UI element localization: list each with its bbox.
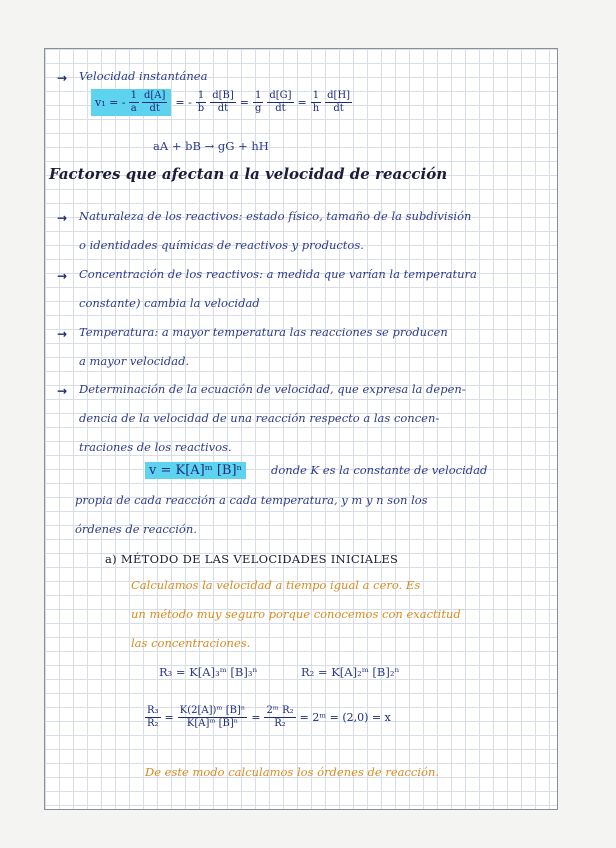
- method-line-3: las concentraciones.: [131, 636, 251, 650]
- rate-eq-lhs: v₁ = -: [95, 96, 126, 109]
- arrow-icon: →: [57, 211, 68, 225]
- rate-law-desc-2: propia de cada reacción a cada temperatura, y m y n son los: [75, 493, 428, 507]
- ratio-left: $\frac{\text{R₃}}{\text{R₂}}$: [147, 705, 159, 729]
- ratio-right: $\frac{\text{2ᵐ R₂}}{\text{R₂}}$: [266, 705, 294, 729]
- deriv-fraction: $\frac{d[H]}{dt}$: [327, 90, 351, 114]
- item-4-line-2: dencia de la velocidad de una reacción respecto a las concen-: [79, 411, 440, 425]
- method-title: a) MÉTODO DE LAS VELOCIDADES INICIALES: [105, 552, 399, 566]
- deriv-fraction: $\frac{d[G]}{dt}$: [269, 90, 292, 114]
- deriv-fraction: $\frac{d[B]}{dt}$: [212, 90, 234, 114]
- eq-sign: = -: [175, 96, 192, 109]
- ratio-mid: $\frac{\text{K(2[A])ᵐ [B]ⁿ}}{\text{K[A]ᵐ [B]ⁿ}}$: [179, 705, 246, 729]
- rate-law-desc-1: donde K es la constante de velocidad: [271, 463, 488, 477]
- item-3-line-2: a mayor velocidad.: [79, 354, 190, 368]
- item-2-line-1: Concentración de los reactivos: a medida que varían la temperatura: [79, 267, 477, 281]
- coef-fraction: $\frac{1}{h}$: [312, 90, 320, 114]
- eq-sign: =: [297, 96, 307, 109]
- r2-equation: R₂ = K[A]₂ᵐ [B]₂ⁿ: [301, 665, 400, 679]
- method-line-2: un método muy seguro porque conocemos con exactitud: [131, 607, 461, 621]
- eq-sign: =: [239, 96, 249, 109]
- item-4-line-3: traciones de los reactivos.: [79, 440, 232, 454]
- section-title: Factores que afectan a la velocidad de reacción: [49, 165, 448, 183]
- arrow-icon: →: [57, 384, 68, 398]
- rate-eq-highlight: [91, 89, 171, 116]
- coef-fraction: $\frac{1}{b}$: [197, 90, 205, 114]
- coef-fraction: $\frac{1}{g}$: [254, 90, 262, 114]
- heading-instant: Velocidad instantánea: [79, 69, 208, 83]
- item-2-line-2: constante) cambia la velocidad: [79, 296, 260, 310]
- closing-line: De este modo calculamos los órdenes de reacción.: [145, 765, 440, 779]
- arrow-icon: →: [57, 269, 68, 283]
- notebook-page: [44, 48, 558, 810]
- r3-equation: R₃ = K[A]₃ᵐ [B]₃ⁿ: [159, 665, 258, 679]
- item-3-line-1: Temperatura: a mayor temperatura las reacciones se producen: [79, 325, 448, 339]
- item-1-line-2: o identidades químicas de reactivos y productos.: [79, 238, 364, 252]
- arrow-icon: →: [57, 327, 68, 341]
- method-line-1: Calculamos la velocidad a tiempo igual a cero. Es: [131, 578, 421, 592]
- coef-fraction: $\frac{1}{a}$: [130, 90, 137, 114]
- item-1-line-1: Naturaleza de los reactivos: estado físico, tamaño de la subdivisión: [79, 209, 472, 223]
- deriv-fraction: $\frac{d[A]}{dt}$: [143, 90, 166, 114]
- ratio-equation: $\frac{\text{R₃}}{\text{R₂}}$ = $\frac{\text{K(2[A])ᵐ [B]ⁿ}}{\text{K[A]ᵐ [B]ⁿ}}$ = $\frac{\text{2ᵐ R₂}}{\text{R₂}}$ = 2ᵐ = (2,0) = x: [147, 705, 391, 729]
- rate-equation: [91, 89, 352, 116]
- reaction-equation: aA + bB → gG + hH: [153, 139, 269, 153]
- rate-law-desc-3: órdenes de reacción.: [75, 522, 197, 536]
- item-4-line-1: Determinación de la ecuación de velocidad, que expresa la depen-: [79, 382, 466, 396]
- rate-law: v = K[A]ᵐ [B]ⁿ: [145, 462, 246, 479]
- ratio-tail: = 2ᵐ = (2,0) = x: [299, 711, 391, 724]
- arrow-icon: →: [57, 71, 68, 85]
